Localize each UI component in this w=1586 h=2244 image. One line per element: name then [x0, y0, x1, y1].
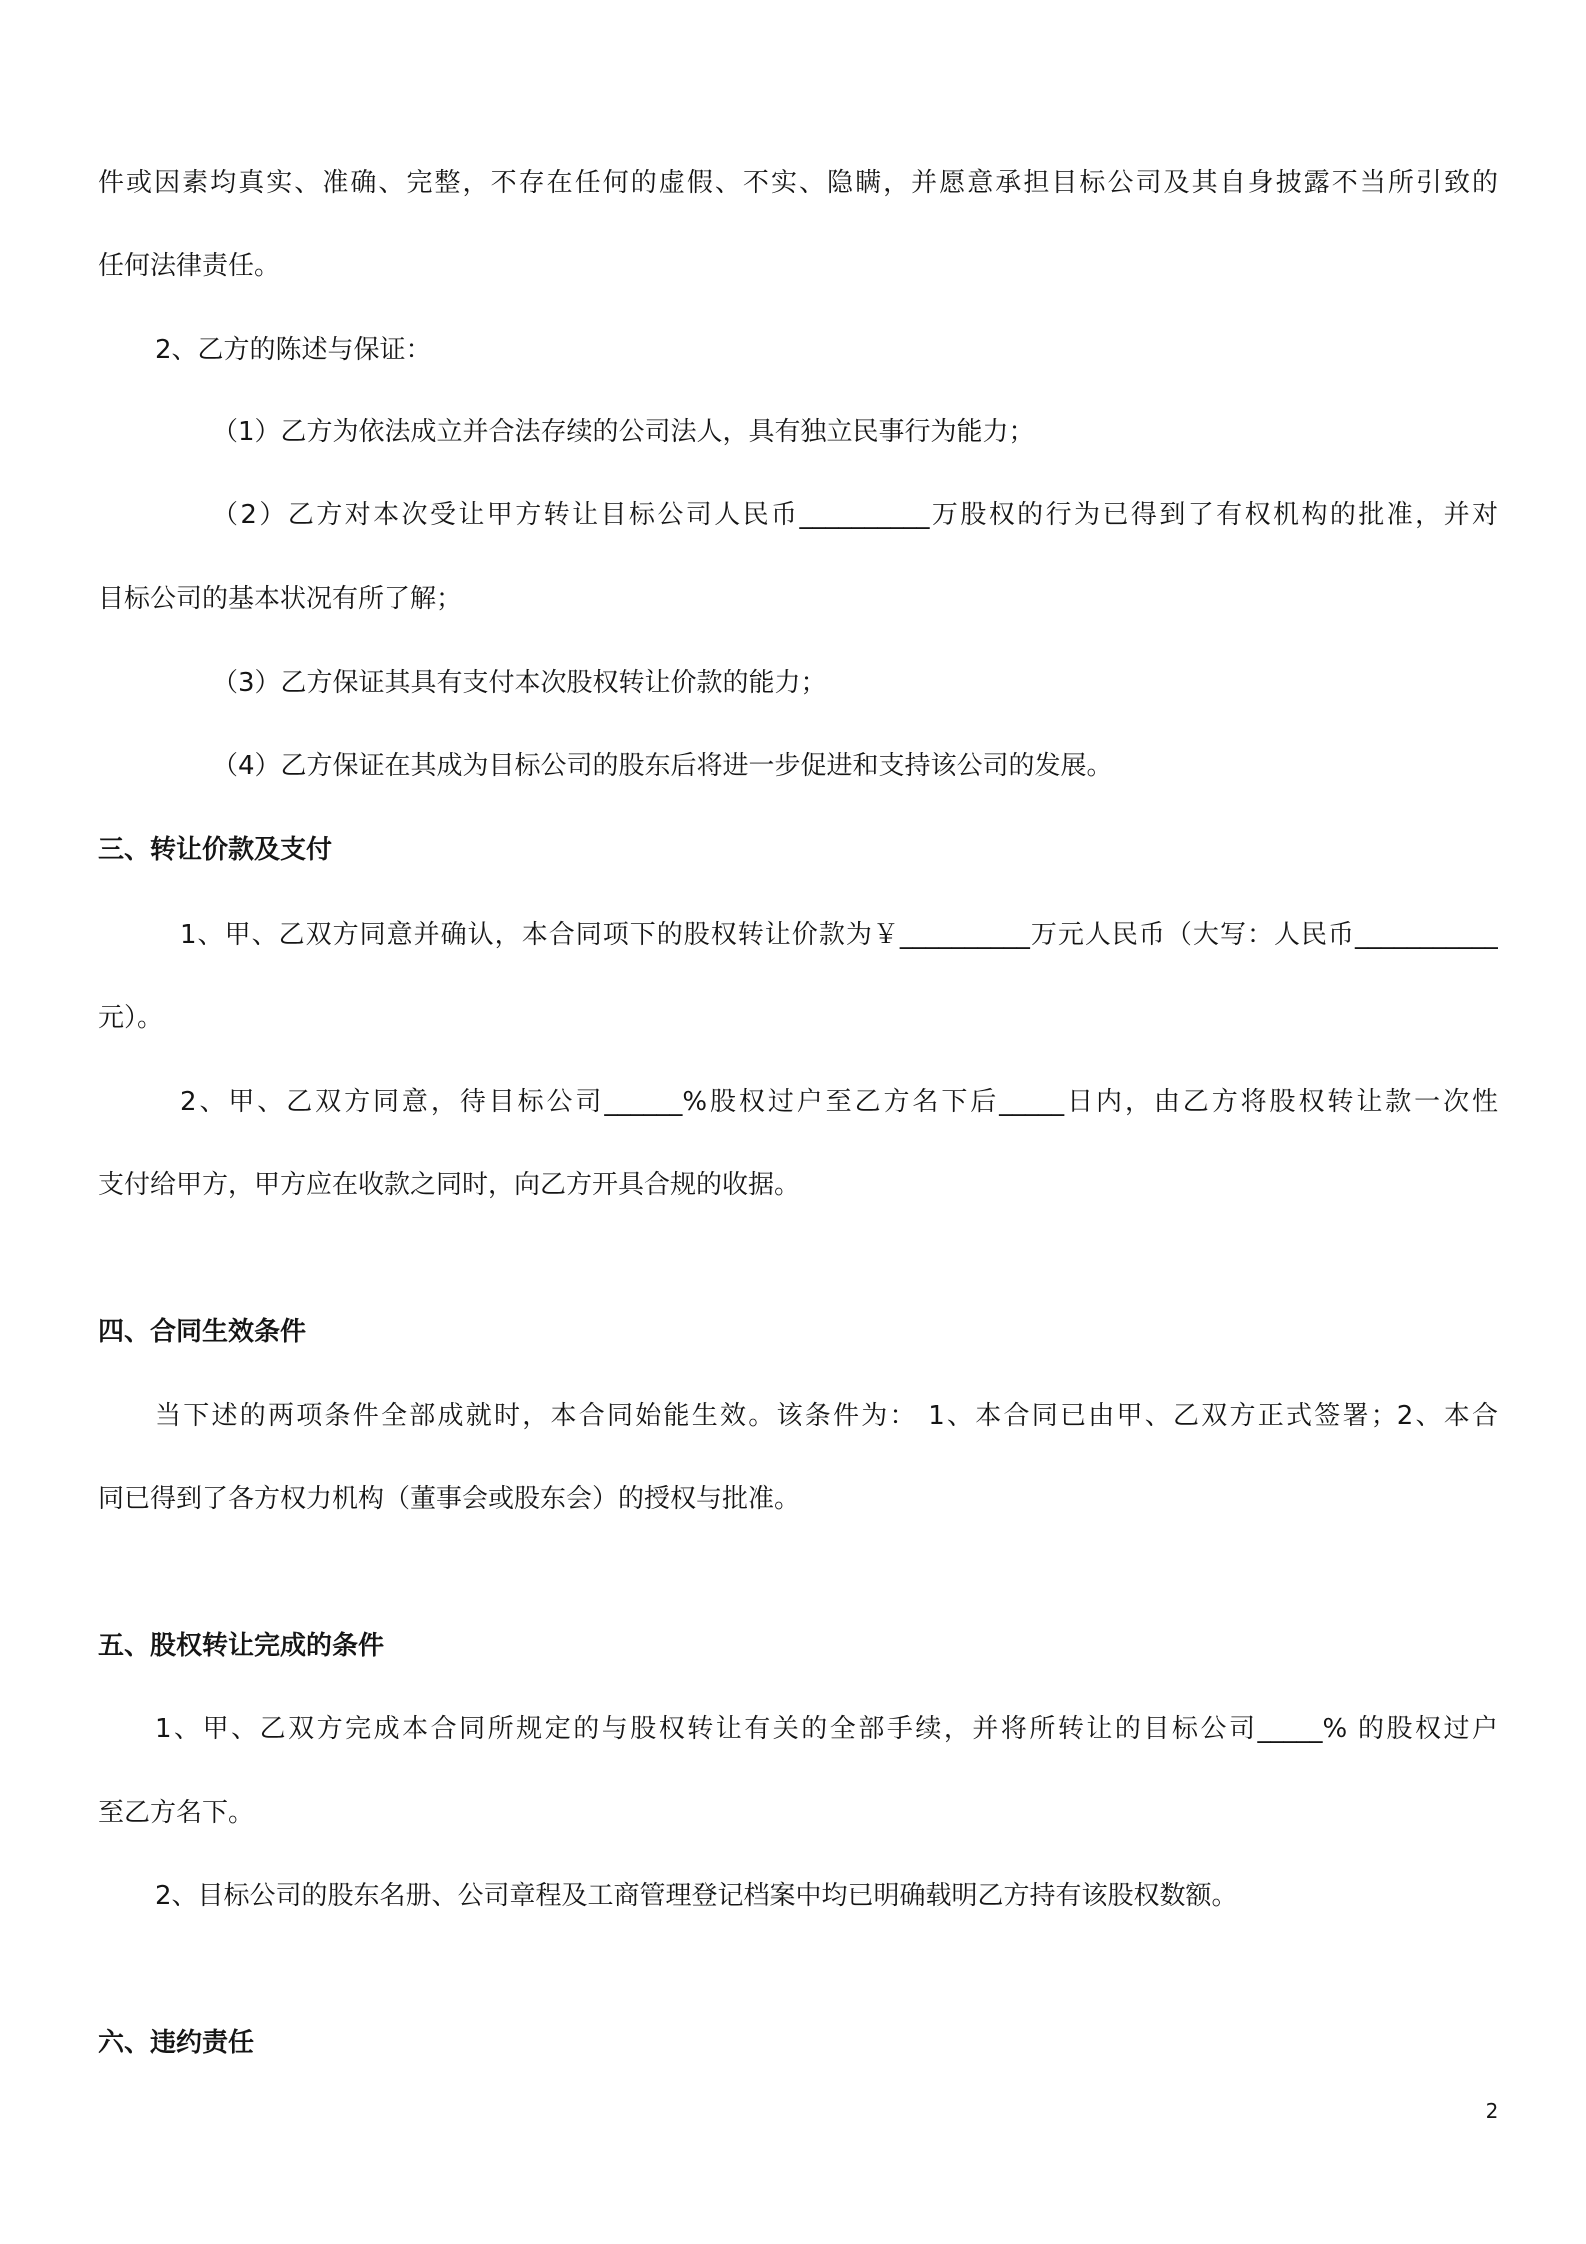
section-title: 四、合同生效条件: [98, 1317, 307, 1347]
paragraph-line: 任何法律责任。: [98, 251, 281, 281]
page-number: 2: [1485, 2099, 1499, 2123]
paragraph-line: 1、甲、乙双方同意并确认，本合同项下的股权转让价款为￥__________万元人民币（大写：人民币___________: [180, 920, 1498, 950]
list-item: （3）乙方保证其具有支付本次股权转让价款的能力；: [212, 668, 827, 698]
section-title: 五、股权转让完成的条件: [98, 1631, 385, 1661]
paragraph-line: 支付给甲方，甲方应在收款之同时，向乙方开具合规的收据。: [98, 1170, 801, 1200]
paragraph-line: 2、目标公司的股东名册、公司章程及工商管理登记档案中均已明确载明乙方持有该股权数额。: [155, 1881, 1238, 1911]
list-item: （2）乙方对本次受让甲方转让目标公司人民币__________万股权的行为已得到了有权机构的批准，并对: [212, 500, 1498, 530]
list-item: （1）乙方为依法成立并合法存续的公司法人，具有独立民事行为能力；: [212, 417, 1035, 447]
paragraph-line: 当下述的两项条件全部成就时，本合同始能生效。该条件为： 1、本合同已由甲、乙双方正式签署；2、本合: [155, 1401, 1498, 1431]
paragraph-line: 件或因素均真实、准确、完整，不存在任何的虚假、不实、隐瞒，并愿意承担目标公司及其自身披露不当所引致的: [98, 168, 1498, 198]
paragraph-line: 元）。: [98, 1003, 164, 1033]
paragraph-line: 1、甲、乙双方完成本合同所规定的与股权转让有关的全部手续，并将所转让的目标公司_____% 的股权过户: [155, 1714, 1498, 1744]
section-title: 三、转让价款及支付: [98, 835, 333, 865]
list-item: （4）乙方保证在其成为目标公司的股东后将进一步促进和支持该公司的发展。: [212, 751, 1113, 781]
paragraph-line: 同已得到了各方权力机构（董事会或股东会）的授权与批准。: [98, 1484, 801, 1514]
section-title: 六、违约责任: [98, 2028, 255, 2058]
list-item-continuation: 目标公司的基本状况有所了解；: [98, 584, 463, 614]
paragraph-line: 至乙方名下。: [98, 1798, 255, 1828]
paragraph-line: 2、甲、乙双方同意，待目标公司______%股权过户至乙方名下后_____日内，由乙方将股权转让款一次性: [180, 1087, 1498, 1117]
clause-heading: 2、乙方的陈述与保证：: [155, 335, 432, 365]
